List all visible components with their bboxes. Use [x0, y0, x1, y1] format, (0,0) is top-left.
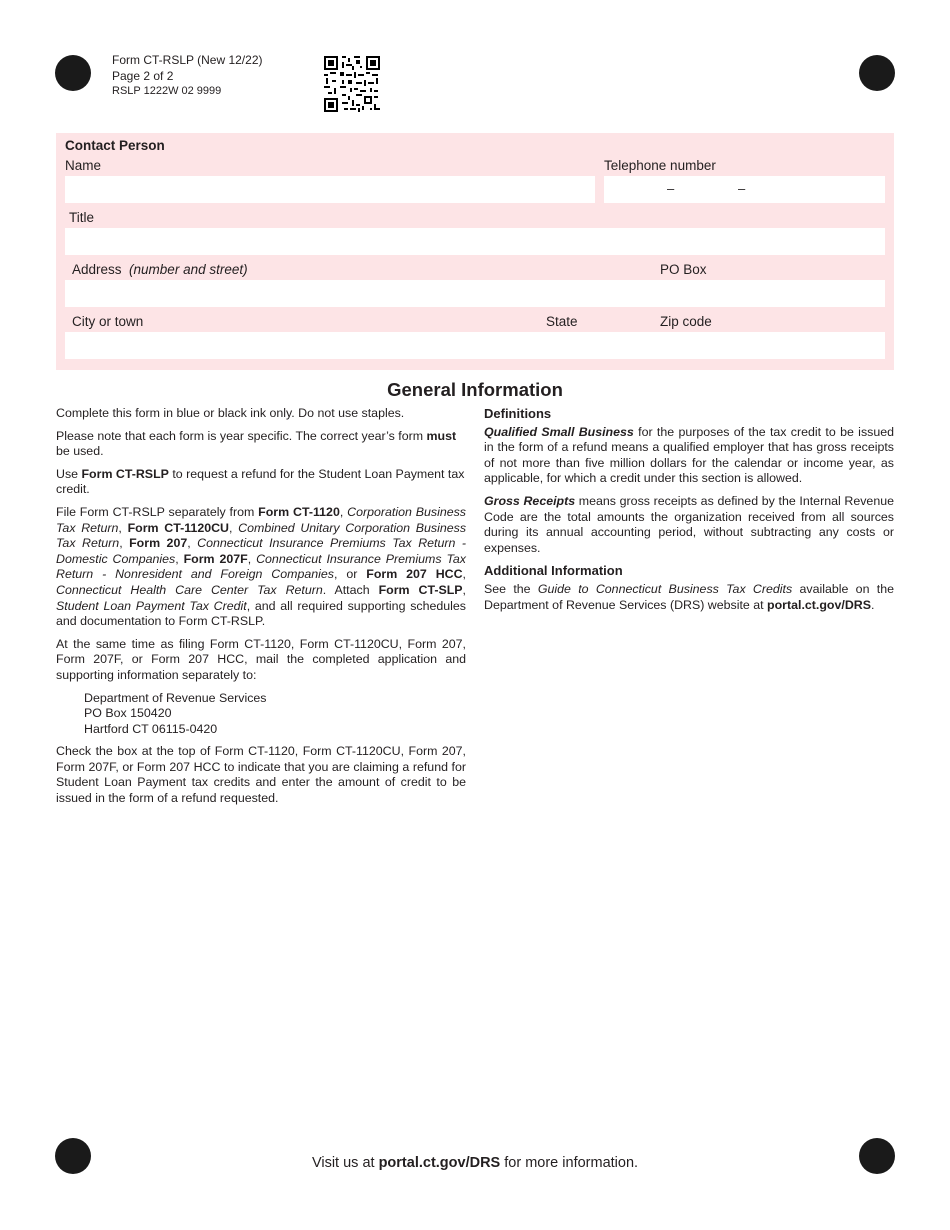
text-span: ,	[462, 567, 466, 582]
address-label-hint: (number and street)	[129, 262, 248, 277]
text-span: . Attach	[322, 582, 379, 597]
telephone-label: Telephone number	[604, 158, 716, 173]
text-span: ,	[229, 520, 239, 535]
text-span: ,	[187, 536, 198, 551]
text-span: ,	[119, 536, 130, 551]
text-span: ,	[118, 520, 128, 535]
form-code: RSLP 1222W 02 9999	[112, 85, 222, 97]
text-span: ,	[462, 582, 466, 597]
form-title: Student Loan Payment Tax Credit	[56, 598, 247, 613]
address-line: PO Box 150420	[84, 706, 172, 721]
name-label: Name	[65, 158, 102, 173]
form-title: Connecticut Insurance Premiums Tax Return - Nonresident and Foreign Companies	[56, 551, 466, 582]
mailing-address	[84, 691, 466, 738]
form-id: Form CT-RSLP (New 12/22)	[112, 53, 263, 67]
text-span: means gross receipts as defined by the Internal Revenue Code are the total amounts the organization received from all sources during its annual accounting period, without subtracting any costs or expenses.	[484, 493, 894, 555]
definitions-heading: Definitions	[484, 406, 552, 421]
address-line: Hartford CT 06115-0420	[84, 721, 218, 736]
telephone-dash-1: –	[667, 181, 675, 196]
form-title: Combined Unitary Corporation Business Tax Return	[56, 520, 467, 551]
term: Gross Receipts	[484, 493, 576, 508]
name-field[interactable]	[65, 176, 595, 203]
text-span: ,	[247, 551, 257, 566]
form-header	[112, 53, 263, 100]
title-field[interactable]	[65, 228, 885, 255]
address-field[interactable]	[65, 280, 885, 307]
form-title: Connecticut Health Care Center Tax Return	[56, 582, 323, 597]
text-span: , and all required supporting schedules and documentation to Form CT-RSLP.	[56, 598, 466, 629]
form-ref: Form 207F	[183, 551, 248, 566]
text-span: ,	[175, 551, 184, 566]
contact-heading: Contact Person	[65, 138, 165, 153]
footer	[0, 1155, 950, 1171]
drs-website-link[interactable]: portal.ct.gov/DRS	[767, 597, 871, 612]
year-specific-note	[56, 429, 466, 460]
qr-code-icon	[324, 56, 380, 112]
definition-gross-receipts	[484, 494, 894, 556]
text-span: Visit us at	[311, 1155, 379, 1171]
mail-instruction: At the same time as filing Form CT-1120, Form CT-1120CU, Form 207, Form 207F, or Form 207 HCC, mail the completed application and supporting information separately to:	[56, 636, 466, 682]
general-info-left-column	[56, 406, 466, 814]
page-number: Page 2 of 2	[112, 68, 174, 83]
telephone-dash-2: –	[738, 181, 746, 196]
term: Qualified Small Business	[484, 424, 634, 439]
text-span: be used.	[56, 444, 104, 459]
text-span: File Form CT-RSLP separately from	[56, 504, 259, 519]
guide-title: Guide to Connecticut Business Tax Credits	[537, 581, 793, 596]
text-span: , or	[333, 567, 367, 582]
form-title: Corporation Business Tax Return	[56, 504, 467, 535]
text-span: for more information.	[500, 1155, 639, 1171]
form-ref: Form CT-1120CU	[127, 520, 229, 535]
definition-qualified-small-business	[484, 425, 894, 487]
registration-mark-top-right	[859, 55, 895, 91]
city-label: City or town	[72, 314, 144, 329]
form-ref: Form 207 HCC	[366, 567, 463, 582]
contact-person-section	[56, 133, 894, 370]
form-ct-rslp-ref: Form CT-RSLP	[81, 466, 169, 481]
text-span: Use	[56, 466, 82, 481]
text-span: ,	[339, 504, 348, 519]
use-form-note	[56, 467, 466, 498]
check-box-instruction: Check the box at the top of Form CT-1120, Form CT-1120CU, Form 207, Form 207F, or Form 207 HCC to indicate that you are claiming a refund for Student Loan Payment tax credits and enter the amount of credit to be issued in the form of a refund requested.	[56, 744, 466, 806]
file-separately-paragraph	[56, 505, 466, 630]
zip-code-label: Zip code	[660, 314, 712, 329]
state-label: State	[546, 314, 578, 329]
address-label-text: Address	[72, 262, 122, 277]
ink-instruction: Complete this form in blue or black ink only. Do not use staples.	[56, 406, 405, 420]
form-ref: Form 207	[129, 536, 188, 551]
form-ref: Form CT-1120	[258, 504, 340, 519]
text-span: See the	[484, 581, 538, 596]
general-info-right-column	[484, 406, 894, 620]
general-information-heading: General Information	[387, 379, 563, 400]
address-label	[72, 262, 248, 277]
footer-website-link[interactable]: portal.ct.gov/DRS	[378, 1155, 501, 1171]
text-span: to request a refund for the Student Loan Payment tax credit.	[56, 466, 465, 497]
text-span: available on the Department of Revenue Services (DRS) website at	[484, 581, 894, 612]
emphasis-must: must	[426, 428, 457, 443]
form-title: Connecticut Insurance Premiums Tax Return - Domestic Companies	[56, 536, 466, 566]
title-label: Title	[69, 210, 95, 225]
text-span: for the purposes of the tax credit to be issued in the form of a refund means a qualified employer that has gross receipts of not more than five million dollars for the calendar or income year, as applicable, for which a credit under this section is allowed.	[484, 424, 895, 486]
po-box-label: PO Box	[660, 262, 707, 277]
text-span: .	[871, 597, 875, 612]
form-ref: Form CT-SLP	[378, 582, 463, 597]
registration-mark-top-left	[55, 55, 91, 91]
additional-information-heading: Additional Information	[484, 563, 623, 579]
text-span: Please note that each form is year specific. The correct year’s form	[56, 428, 427, 443]
address-line: Department of Revenue Services	[84, 690, 267, 705]
city-state-zip-field[interactable]	[65, 332, 885, 359]
additional-information-text	[484, 582, 894, 613]
